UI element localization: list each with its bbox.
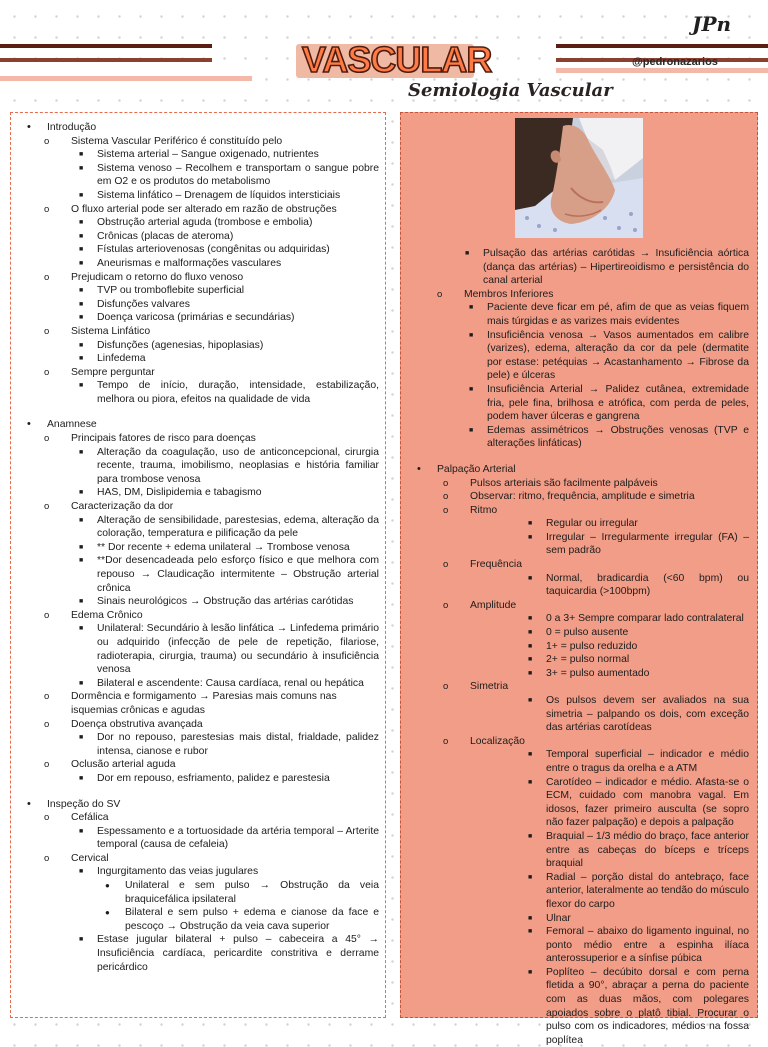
- point-item: [520, 748, 749, 775]
- point-item: [71, 772, 379, 786]
- subsection-item-text: o O fluxo arterial pode ser alterado em razão de obstruções: [71, 203, 379, 217]
- subsection-item-text: o Amplitude: [470, 599, 749, 613]
- point-item: [71, 622, 379, 676]
- subsection-item-text: o Edema Crônico: [71, 609, 379, 623]
- point-item: [71, 311, 379, 325]
- section-item: [17, 798, 379, 975]
- section-item-text: • Palpação Arterial: [437, 463, 749, 477]
- section-item: [17, 121, 379, 406]
- point-item: [520, 776, 749, 830]
- subsection-item: [44, 500, 379, 609]
- point-item-text: ■ Regular ou irregular: [546, 517, 749, 531]
- point-list: [71, 148, 379, 202]
- subsection-item: [44, 852, 379, 974]
- page-subtitle: Semiologia Vascular: [408, 80, 613, 102]
- subsection-list: [443, 477, 749, 1047]
- point-item-text: ■ Normal, bradicardia (<60 bpm) ou taquicardia (>100bpm): [546, 572, 749, 599]
- palpacao-list: [407, 463, 749, 1047]
- right-column: [400, 112, 758, 1018]
- point-item: [461, 329, 749, 383]
- point-item: [71, 825, 379, 852]
- point-item-text: ■ Crônicas (placas de ateroma): [97, 230, 379, 244]
- point-item-text: ■ Temporal superficial – indicador e médio entre o tragus da orelha e a ATM: [546, 748, 749, 775]
- point-item: [71, 514, 379, 541]
- subpoint-item: [97, 906, 379, 933]
- left-column: [10, 112, 386, 1018]
- point-item: [71, 595, 379, 609]
- point-item-text: ■ Estase jugular bilateral + pulso – cabeceira a 45° → Insuficiência cardíaca, pericardite constritiva e derrame pericárdico: [97, 933, 379, 974]
- point-item: [71, 339, 379, 353]
- stripe-left-3: [0, 76, 252, 81]
- point-item: [71, 446, 379, 487]
- point-item: [71, 731, 379, 758]
- point-item-text: ■ 0 = pulso ausente: [546, 626, 749, 640]
- point-item-text: ■ Sistema venoso – Recolhem e transportam o sangue pobre em O2 e os produtos do metabolismo: [97, 162, 379, 189]
- subsection-item: [443, 680, 749, 734]
- point-list: [520, 612, 749, 680]
- point-item-text: ■ Unilateral: Secundário à lesão linfática → Linfedema primário ou adquirido (infecção de pele de repetição, filariose, radioterapia, cirurgia, trauma) ou secundário à insuficiência venosa: [97, 622, 379, 676]
- subsection-item-text: o Localização: [470, 735, 749, 749]
- point-list: [71, 865, 379, 974]
- subsection-item-text: o Sistema Vascular Periférico é constituído pelo: [71, 135, 379, 149]
- section-item-text: • Inspeção do SV: [47, 798, 379, 812]
- point-item-text: ■ Linfedema: [97, 352, 379, 366]
- point-item-text: ■ ** Dor recente + edema unilateral → Trombose venosa: [97, 541, 379, 555]
- point-list: [71, 514, 379, 609]
- subsection-item-text: o Cefálica: [71, 811, 379, 825]
- subsection-item: [44, 718, 379, 759]
- point-item: [71, 148, 379, 162]
- subsection-item: [44, 609, 379, 691]
- subsection-item: [44, 690, 379, 717]
- point-item: [520, 517, 749, 531]
- subsection-item-text: o Simetria: [470, 680, 749, 694]
- point-item-text: ■ HAS, DM, Dislipidemia e tabagismo: [97, 486, 379, 500]
- photo-illustration: [515, 118, 643, 238]
- point-item-text: ■ Aneurismas e malformações vasculares: [97, 257, 379, 271]
- point-item-text: ■ Ulnar: [546, 912, 749, 926]
- point-item-text: ■ Femoral – abaixo do ligamento inguinal, no ponto médio entre a espinha ilíaca anterossuperior e a sínfise púbica: [546, 925, 749, 966]
- point-item-text: ■ Bilateral e ascendente: Causa cardíaca, renal ou hepática: [97, 677, 379, 691]
- point-item: [520, 667, 749, 681]
- subsection-item: [44, 811, 379, 852]
- point-list: [71, 216, 379, 270]
- point-item: [71, 284, 379, 298]
- subsection-item-text: o Sempre perguntar: [71, 366, 379, 380]
- stripe-right-3: [556, 68, 768, 73]
- point-item-text: ■ TVP ou tromboflebite superficial: [97, 284, 379, 298]
- point-item: [71, 230, 379, 244]
- subsection-item-text: o Cervical: [71, 852, 379, 866]
- point-item: [71, 352, 379, 366]
- point-list: [71, 772, 379, 786]
- point-list: [71, 446, 379, 500]
- subsection-item-text: o Oclusão arterial aguda: [71, 758, 379, 772]
- point-item-text: ■ Os pulsos devem ser avaliados na sua simetria – palpando os dois, com exceção das artérias carotídeas: [546, 694, 749, 735]
- subsection-item: [44, 758, 379, 785]
- point-item: [520, 871, 749, 912]
- point-list: [520, 572, 749, 599]
- point-item-text: ■ Fístulas arteriovenosas (congênitas ou adquiridas): [97, 243, 379, 257]
- point-item-text: ■ Irregular – Irregularmente irregular (FA) – sem padrão: [546, 531, 749, 558]
- point-item: [520, 830, 749, 871]
- subsection-item: [44, 325, 379, 366]
- point-item-text: ■ Carotídeo – indicador e médio. Afasta-se o ECM, cuidado com manobra vagal. Em idosos, fazer primeiro ausculta (se sopro não fazer palpação) e depois a palpação: [546, 776, 749, 830]
- point-item-text: ■ Dor em repouso, esfriamento, palidez e parestesia: [97, 772, 379, 786]
- subsection-item: [44, 203, 379, 271]
- subsection-item: [443, 477, 749, 491]
- point-item: [520, 531, 749, 558]
- point-item: [71, 243, 379, 257]
- point-item-text: ■ Espessamento e a tortuosidade da artéria temporal – Arterite temporal (causa de cefaleia): [97, 825, 379, 852]
- subsection-item: [443, 490, 749, 504]
- subsection-item: [44, 366, 379, 407]
- point-list: [520, 694, 749, 735]
- subpoint-item-text: ● Bilateral e sem pulso + edema e cianose da face e pescoço → Obstrução da veia cava superior: [125, 906, 379, 933]
- patient-neck-photo: [515, 118, 643, 238]
- point-item-text: ■ Radial – porção distal do antebraço, face anterior, lateralmente ao tendão do músculo flexor do carpo: [546, 871, 749, 912]
- point-item-text: ■ Sistema arterial – Sangue oxigenado, nutrientes: [97, 148, 379, 162]
- point-item: [520, 612, 749, 626]
- subpoint-item-text: ● Unilateral e sem pulso → Obstrução da veia braquicefálica ipsilateral: [125, 879, 379, 906]
- subsection-item: [44, 432, 379, 500]
- subsection-list: [44, 135, 379, 407]
- point-item: [71, 162, 379, 189]
- subsection-list: [44, 811, 379, 974]
- point-item: [71, 677, 379, 691]
- subsection-item-text: o Dormência e formigamento → Paresias mais comuns nas isquemias crônicas e agudas: [71, 690, 379, 717]
- point-list: [461, 301, 749, 451]
- point-item: [520, 626, 749, 640]
- point-item: [71, 379, 379, 406]
- point-item: [520, 694, 749, 735]
- subsection-item-text: o Pulsos arteriais são facilmente palpáveis: [470, 477, 749, 491]
- section-item-text: • Anamnese: [47, 418, 379, 432]
- section-item: [17, 418, 379, 785]
- point-item-text: ■ Poplíteo – decúbito dorsal e com perna fletida a 90°, abraçar a perna do paciente com as duas mãos, com polegares apoiados sobre o platô tibial. Procurar o pulso com os indicadores, médios na fossa poplítea: [546, 966, 749, 1047]
- point-item-text: ■ Insuficiência venosa → Vasos aumentados em calibre (varizes), edema, alteração da cor da pele (dermatite por estase: petéquias → Acastanhamento → Fibrose da pele) e úlceras: [487, 329, 749, 383]
- subsection-item: [443, 599, 749, 681]
- point-list: [71, 622, 379, 690]
- point-item: [461, 383, 749, 424]
- subsection-item-text: o Observar: ritmo, frequência, amplitude e simetria: [470, 490, 749, 504]
- point-item: [520, 653, 749, 667]
- point-item-text: ■ Sistema linfático – Drenagem de líquidos intersticiais: [97, 189, 379, 203]
- left-outline: [17, 121, 379, 974]
- point-item: [520, 640, 749, 654]
- point-item: [520, 925, 749, 966]
- point-item: [461, 424, 749, 451]
- point-item-text: ■ Ingurgitamento das veias jugulares: [97, 865, 379, 879]
- point-item: [520, 966, 749, 1047]
- point-item-text: ■ Pulsação das artérias carótidas → Insuficiência aórtica (dança das artérias) – Hipertireoidismo e persistência do canal arterial: [483, 247, 749, 288]
- subsection-item: [44, 135, 379, 203]
- point-item: [520, 912, 749, 926]
- point-item: [520, 572, 749, 599]
- point-list: [520, 517, 749, 558]
- point-item-text: ■ Sinais neurológicos → Obstrução das artérias carótidas: [97, 595, 379, 609]
- point-item-text: ■ Edemas assimétricos → Obstruções venosas (TVP e alterações linfáticas): [487, 424, 749, 451]
- author-handle: @pedronazarios: [632, 56, 718, 68]
- point-list: [71, 825, 379, 852]
- point-list: [520, 748, 749, 1047]
- point-list: [71, 379, 379, 406]
- right-top-list: [457, 247, 749, 288]
- right-content: [407, 247, 749, 1047]
- point-item: [457, 247, 749, 288]
- point-item: [71, 933, 379, 974]
- point-list: [71, 284, 379, 325]
- point-item-text: ■ 1+ = pulso reduzido: [546, 640, 749, 654]
- point-item-text: ■ Alteração de sensibilidade, parestesias, edema, alteração da coloração, temperatura e pilificação da pele: [97, 514, 379, 541]
- subsection-item: [437, 288, 749, 451]
- signature: JPn: [692, 12, 731, 36]
- subsection-item-text: o Prejudicam o retorno do fluxo venoso: [71, 271, 379, 285]
- point-item: [71, 257, 379, 271]
- membros-inferiores-list: [437, 288, 749, 451]
- subsection-item: [44, 271, 379, 325]
- point-item-text: ■ Insuficiência Arterial → Palidez cutânea, extremidade fria, pele fina, brilhosa e atrófica, com perda de peles, podem haver úlceras e gangrena: [487, 383, 749, 424]
- section-item-text: • Introdução: [47, 121, 379, 135]
- page-header: [0, 0, 768, 110]
- point-item-text: ■ Doença varicosa (primárias e secundárias): [97, 311, 379, 325]
- point-item: [71, 298, 379, 312]
- point-list: [71, 731, 379, 758]
- point-item-text: ■ Disfunções valvares: [97, 298, 379, 312]
- point-item-text: ■ 0 a 3+ Sempre comparar lado contralateral: [546, 612, 749, 626]
- point-list: [71, 339, 379, 366]
- subsection-item: [443, 504, 749, 558]
- subpoint-item: [97, 879, 379, 906]
- subsection-item-text: o Membros Inferiores: [464, 288, 749, 302]
- stripe-right-1: [556, 44, 768, 48]
- point-item-text: ■ Obstrução arterial aguda (trombose e embolia): [97, 216, 379, 230]
- title-block: [296, 38, 486, 80]
- point-item: [71, 554, 379, 595]
- point-item-text: ■ Disfunções (agenesias, hipoplasias): [97, 339, 379, 353]
- subsection-item-text: o Frequência: [470, 558, 749, 572]
- point-item: [71, 216, 379, 230]
- subsection-item: [443, 735, 749, 1047]
- point-item-text: ■ Paciente deve ficar em pé, afim de que as veias fiquem mais túrgidas e as varizes mais evidentes: [487, 301, 749, 328]
- stripe-left-1: [0, 44, 212, 48]
- point-item-text: ■ Dor no repouso, parestesias mais distal, frialdade, palidez intensa, cianose e rubor: [97, 731, 379, 758]
- point-item-text: ■ 2+ = pulso normal: [546, 653, 749, 667]
- point-item-text: ■ **Dor desencadeada pelo esforço físico e que melhora com repouso → Claudicação intermitente – Obstrução arterial crônica: [97, 554, 379, 595]
- subsection-item-text: o Principais fatores de risco para doenças: [71, 432, 379, 446]
- section-item: [407, 463, 749, 1047]
- stripe-left-2: [0, 58, 212, 62]
- point-item: [461, 301, 749, 328]
- point-item-text: ■ Tempo de início, duração, intensidade, estabilização, melhora ou piora, efeitos na qualidade de vida: [97, 379, 379, 406]
- page-title: VASCULAR: [302, 40, 491, 80]
- point-item-text: ■ 3+ = pulso aumentado: [546, 667, 749, 681]
- subsection-item: [443, 558, 749, 599]
- subsection-item-text: o Ritmo: [470, 504, 749, 518]
- subsection-item-text: o Sistema Linfático: [71, 325, 379, 339]
- subsection-item-text: o Caracterização da dor: [71, 500, 379, 514]
- point-item: [71, 486, 379, 500]
- point-item: [71, 541, 379, 555]
- subpoint-list: [97, 879, 379, 933]
- point-item-text: ■ Braquial – 1/3 médio do braço, face anterior entre as cabeças do bíceps e tríceps braquial: [546, 830, 749, 871]
- point-item: [71, 865, 379, 933]
- point-item: [71, 189, 379, 203]
- point-item-text: ■ Alteração da coagulação, uso de anticoncepcional, cirurgia recente, trauma, imobilismo, neoplasias e história familiar para trombose venosa: [97, 446, 379, 487]
- subsection-list: [44, 432, 379, 785]
- subsection-item-text: o Doença obstrutiva avançada: [71, 718, 379, 732]
